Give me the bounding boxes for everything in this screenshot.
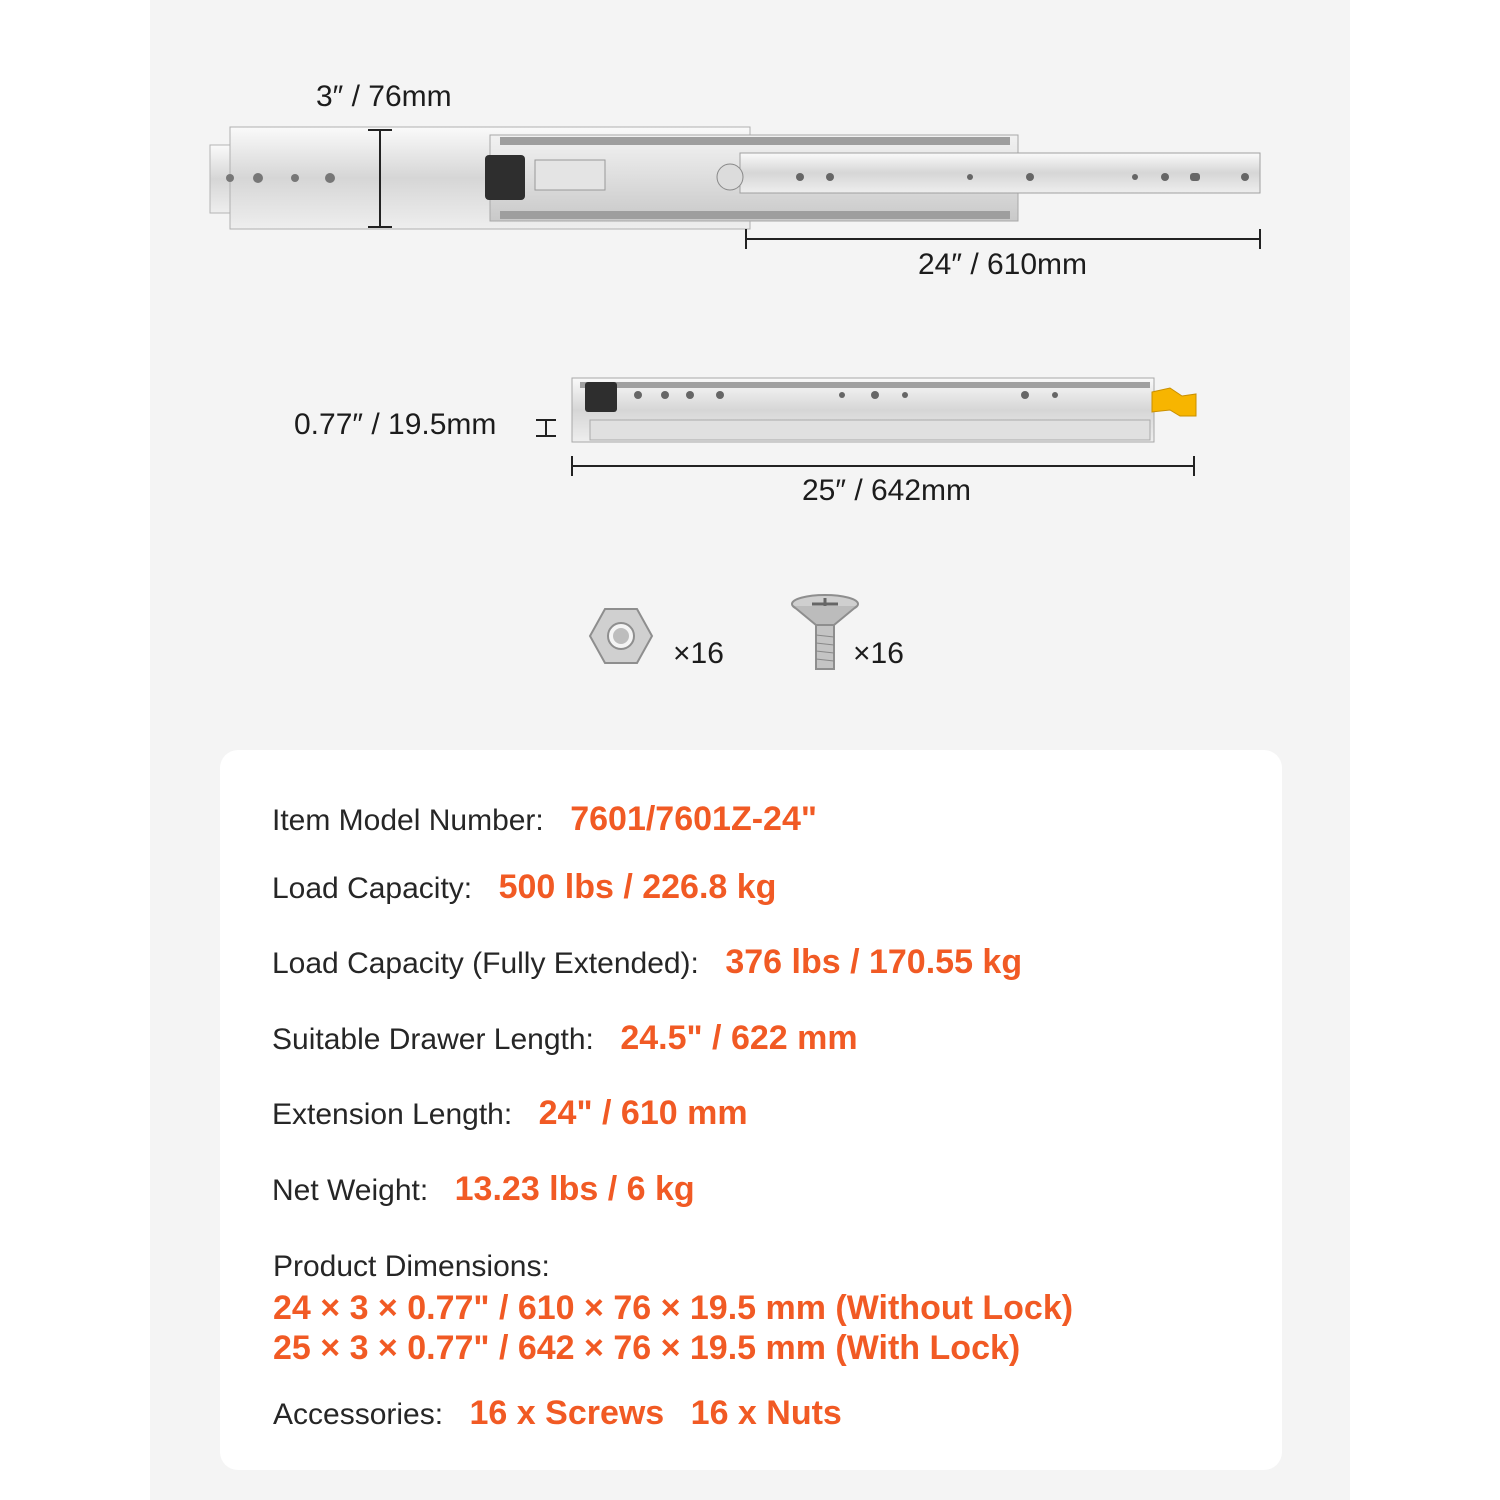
spec-model-label: Item Model Number: (272, 804, 544, 837)
spec-accessories-nuts: 16 x Nuts (690, 1394, 842, 1432)
spec-extension-length-label: Extension Length: (272, 1098, 513, 1131)
spec-model-value: 7601/7601Z-24" (570, 800, 817, 838)
countersunk-screw-icon (790, 593, 860, 671)
spec-accessories-label: Accessories: (273, 1398, 444, 1431)
thickness-dimension-label: 0.77″ / 19.5mm (294, 408, 497, 441)
spec-net-weight-row (272, 1170, 695, 1209)
drawer-slide-closed-image (530, 370, 1210, 480)
spec-product-dimensions (273, 1250, 1073, 1368)
nut-count: ×16 (673, 637, 724, 670)
screw-count: ×16 (853, 637, 904, 670)
spec-product-dimensions-label: Product Dimensions: (273, 1250, 550, 1283)
spec-load-extended-value: 376 lbs / 170.55 kg (725, 943, 1023, 981)
spec-accessories-screws: 16 x Screws (469, 1394, 665, 1432)
hex-nut-icon (588, 606, 654, 666)
spec-product-dimensions-line2: 25 × 3 × 0.77" / 642 × 76 × 19.5 mm (With Lock) (273, 1329, 1021, 1367)
spec-load-extended-label: Load Capacity (Fully Extended): (272, 947, 699, 980)
length-dimension-label: 25″ / 642mm (802, 474, 972, 507)
spec-extension-length-row (272, 1094, 748, 1133)
spec-net-weight-value: 13.23 lbs / 6 kg (454, 1170, 695, 1208)
drawer-slide-extended-image (200, 115, 1280, 255)
height-dimension-label: 3″ / 76mm (316, 80, 452, 113)
spec-accessories-row (273, 1394, 842, 1433)
spec-drawer-length-value: 24.5" / 622 mm (620, 1019, 858, 1057)
spec-load-extended-row (272, 943, 1022, 982)
spec-net-weight-label: Net Weight: (272, 1174, 429, 1207)
spec-load-row (272, 868, 776, 907)
spec-load-label: Load Capacity: (272, 872, 473, 905)
spec-drawer-length-label: Suitable Drawer Length: (272, 1023, 594, 1056)
spec-card (220, 750, 1282, 1470)
spec-drawer-length-row (272, 1019, 858, 1058)
spec-model-row (272, 800, 817, 839)
spec-load-value: 500 lbs / 226.8 kg (498, 868, 777, 906)
extension-dimension-label: 24″ / 610mm (918, 248, 1088, 281)
spec-product-dimensions-line1: 24 × 3 × 0.77" / 610 × 76 × 19.5 mm (Without Lock) (273, 1289, 1074, 1327)
spec-extension-length-value: 24" / 610 mm (538, 1094, 748, 1132)
